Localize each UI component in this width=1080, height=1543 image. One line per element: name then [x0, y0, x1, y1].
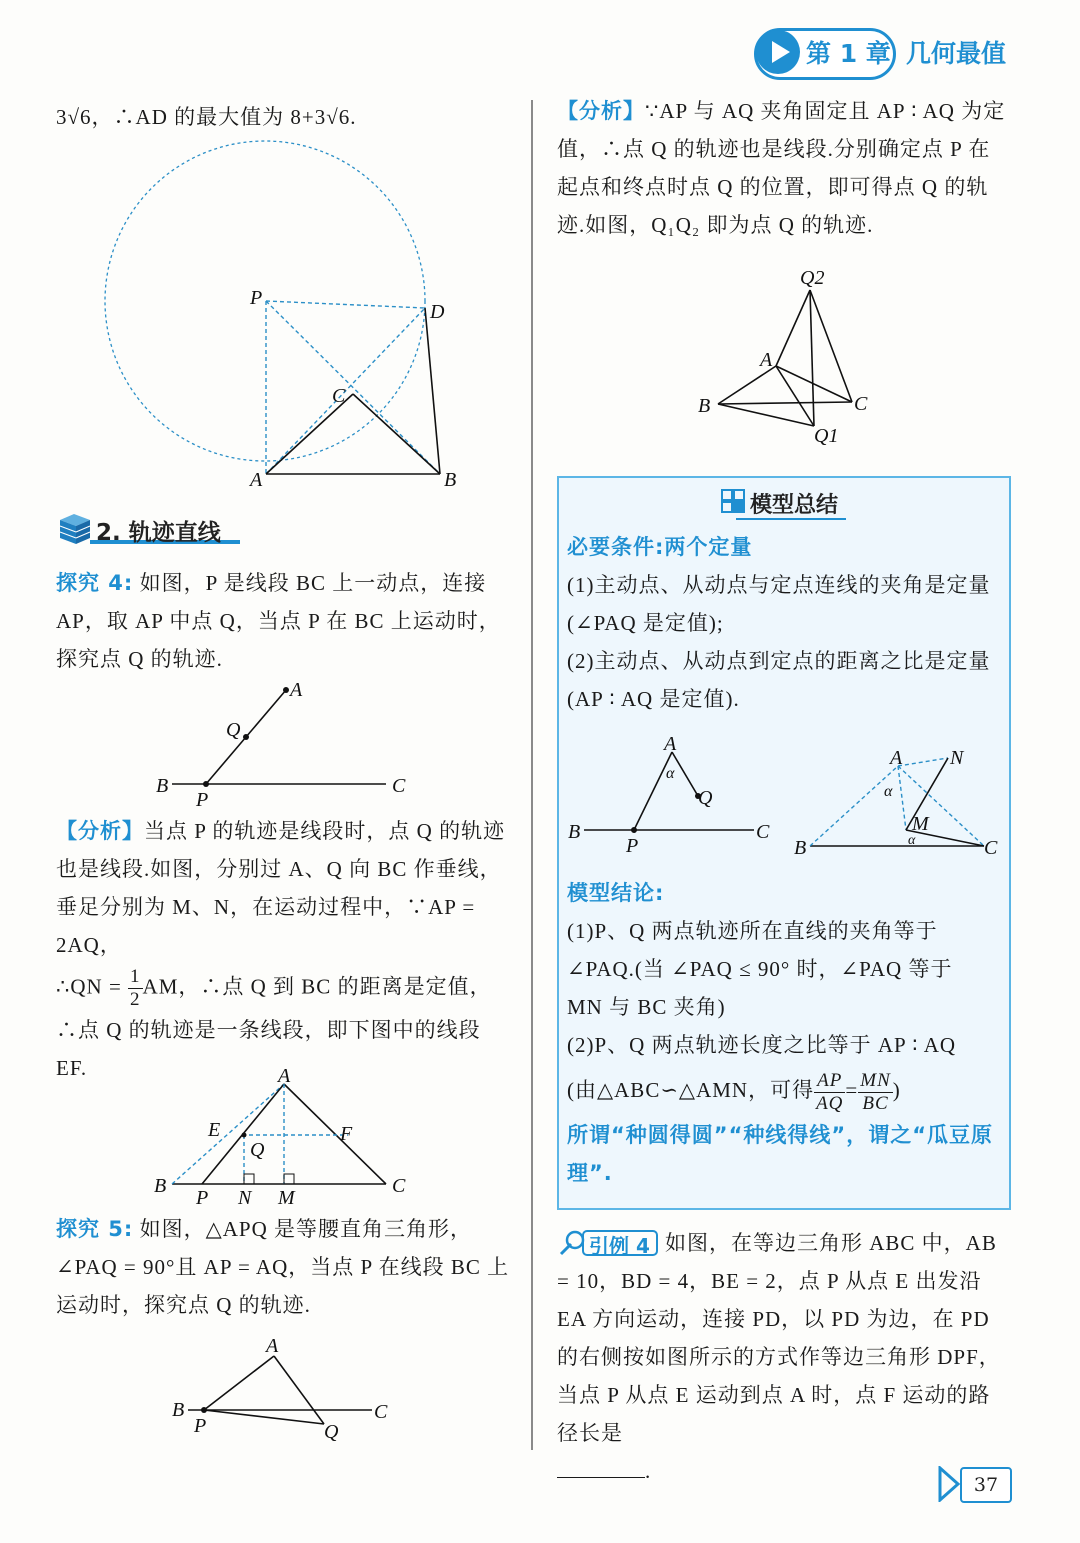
page-number: 37	[960, 1467, 1012, 1503]
concl-heading: 模型结论:	[567, 881, 665, 905]
puzzle-icon	[718, 486, 748, 516]
label-p: P	[194, 1415, 207, 1437]
label-a: A	[664, 733, 677, 755]
explore5	[56, 1210, 514, 1324]
melon-bean-saying: 所谓“种圆得圆”“种线得线”，谓之“瓜豆原理”.	[567, 1123, 994, 1185]
dashed-circle	[105, 141, 425, 461]
explore4-tag: 探究 4:	[56, 571, 134, 595]
label-q: Q	[250, 1139, 265, 1161]
label-b: B	[568, 821, 581, 843]
label-c: C	[392, 775, 406, 797]
explore5-text: 如图，△APQ 是等腰直角三角形，∠PAQ = 90°且 AP = AQ，当点 P 在线段 BC 上运动时，探究点 Q 的轨迹.	[56, 1217, 510, 1317]
label-b: B	[794, 837, 807, 859]
figure-right-triangle	[166, 1334, 406, 1444]
label-c: C	[374, 1401, 388, 1423]
analysis-text2: ∴点 Q 的轨迹是一条线段，即下图中的线段 EF.	[56, 1018, 481, 1080]
analysis-qn: ∴QN =	[56, 974, 122, 999]
label-m: M	[278, 1187, 295, 1209]
concl1: (1)P、Q 两点轨迹所在直线的夹角等于	[567, 919, 938, 943]
label-a: A	[890, 747, 903, 769]
label-c: C	[756, 821, 770, 843]
chapter-title: 几何最值	[906, 39, 1007, 68]
play-triangle-icon	[772, 41, 790, 63]
figure-q1q2	[690, 262, 890, 452]
analysis-text1: 当点 P 的轨迹是线段时，点 Q 的轨迹也是线段.如图，分别过 A、Q 向 BC 作垂线，垂足分别为 M、N，在运动过程中，∵AP = 2AQ，	[56, 819, 506, 957]
cond1b: (∠PAQ 是定值);	[567, 611, 724, 635]
label-c: C	[984, 837, 998, 859]
concl2: (2)P、Q 两点轨迹长度之比等于 AP ∶ AQ	[567, 1033, 957, 1057]
label-c: C	[332, 385, 346, 407]
label-a: A	[278, 1065, 291, 1087]
label-q: Q	[226, 719, 241, 741]
label-m: M	[912, 813, 929, 835]
section-heading-text: 2. 轨迹直线	[96, 520, 221, 546]
label-alpha-bottom: α	[908, 833, 916, 848]
label-d: D	[430, 301, 445, 323]
explore5-tag: 探究 5:	[56, 1217, 134, 1241]
fraction-half: $\frac{1}{2}$	[130, 966, 141, 1010]
label-p: P	[250, 287, 263, 309]
label-a: A	[290, 679, 303, 701]
model-conditions	[567, 528, 1003, 718]
figure-triangle-ef	[150, 1064, 420, 1210]
top-line: 3√6，∴AD 的最大值为 8+3√6.	[56, 105, 357, 129]
label-q1: Q1	[814, 425, 839, 447]
label-e: E	[208, 1119, 221, 1141]
model-conclusions	[567, 874, 1003, 1192]
analysis-am: AM，∴点 Q 到 BC 的距离是定值，	[142, 974, 492, 999]
label-p: P	[196, 789, 209, 811]
model-title-underline	[736, 518, 846, 520]
concl1b: ∠PAQ.(当 ∠PAQ ≤ 90° 时，∠PAQ 等于	[567, 957, 953, 981]
chapter-label: 第 1 章	[806, 39, 891, 68]
column-divider	[531, 100, 533, 1450]
label-p: P	[196, 1187, 209, 1209]
label-b: B	[698, 395, 711, 417]
figure-amn	[790, 740, 1002, 864]
label-a: A	[760, 349, 773, 371]
label-q: Q	[698, 787, 713, 809]
concl2b: (由△ABC∽△AMN，可得 $\frac{AP}{AQ}$ = $\frac{MN}{BC}$ )	[567, 1069, 901, 1114]
label-b: B	[156, 775, 169, 797]
analysis-right-text: ∵AP 与 AQ 夹角固定且 AP ∶ AQ 为定值，∴点 Q 的轨迹也是线段.分别确定点 P 在起点和终点时点 Q 的位置，即可得点 Q 的轨迹.如图，Q₁Q₂ 即为点 Q 的轨迹.	[557, 99, 1006, 237]
figure-segment-bc	[150, 676, 430, 812]
model-title: 模型总结	[750, 493, 839, 518]
label-alpha: α	[666, 765, 675, 782]
label-f: F	[340, 1123, 353, 1145]
analysis-tag: 【分析】	[56, 819, 144, 843]
explore4	[56, 564, 514, 678]
concl1c: MN 与 BC 夹角)	[567, 995, 726, 1019]
label-c: C	[392, 1175, 406, 1197]
cond-heading: 必要条件:两个定量	[567, 535, 753, 559]
cond2b: (AP ∶ AQ 是定值).	[567, 687, 740, 711]
analysis-left	[56, 812, 514, 1087]
cond1: (1)主动点、从动点与定点连线的夹角是定量	[567, 573, 991, 597]
label-a: A	[250, 469, 263, 491]
figure-angle-alpha	[564, 732, 784, 862]
label-p: P	[626, 835, 639, 857]
label-q: Q	[324, 1421, 339, 1443]
example-tag-text: 引例 4	[589, 1234, 650, 1258]
label-b: B	[154, 1175, 167, 1197]
label-q2: Q2	[800, 267, 825, 289]
example4: 如图，在等边三角形 ABC 中，AB = 10，BD = 4，BE = 2，点 P 从点 E 出发沿 EA 方向运动，连接 PD，以 PD 为边，在 PD 的右侧按如图所示的方式作等边三角形 DPF，当点 P 从点 E 运动到点 A 时，点 F 运动的路径长是 .	[557, 1231, 1001, 1483]
analysis-right	[557, 92, 1009, 244]
answer-blank[interactable]	[557, 1457, 645, 1478]
label-n: N	[950, 747, 964, 769]
figure-circle-square	[100, 136, 480, 496]
label-b: B	[172, 1399, 185, 1421]
explore4-text: 如图，P 是线段 BC 上一动点，连接 AP，取 AP 中点 Q，当点 P 在 BC 上运动时，探究点 Q 的轨迹.	[56, 571, 501, 671]
stack-cube-icon	[56, 512, 92, 546]
label-c: C	[854, 393, 868, 415]
label-b: B	[444, 469, 457, 491]
example-text: 如图，在等边三角形 ABC 中，AB = 10，BD = 4，BE = 2，点 P 从点 E 出发沿 EA 方向运动，连接 PD，以 PD 为边，在 PD 的右侧按如图所示的方式作等边三角形 DPF，当点 P 从点 E 运动到点 A 时，点 F 运动的路径长是	[557, 1231, 1001, 1445]
cond2: (2)主动点、从动点到定点的距离之比是定量	[567, 649, 991, 673]
label-alpha-top: α	[884, 783, 893, 800]
section-heading	[56, 512, 242, 546]
analysis-right-tag: 【分析】	[557, 99, 645, 123]
label-n: N	[238, 1187, 252, 1209]
label-a: A	[266, 1335, 279, 1357]
